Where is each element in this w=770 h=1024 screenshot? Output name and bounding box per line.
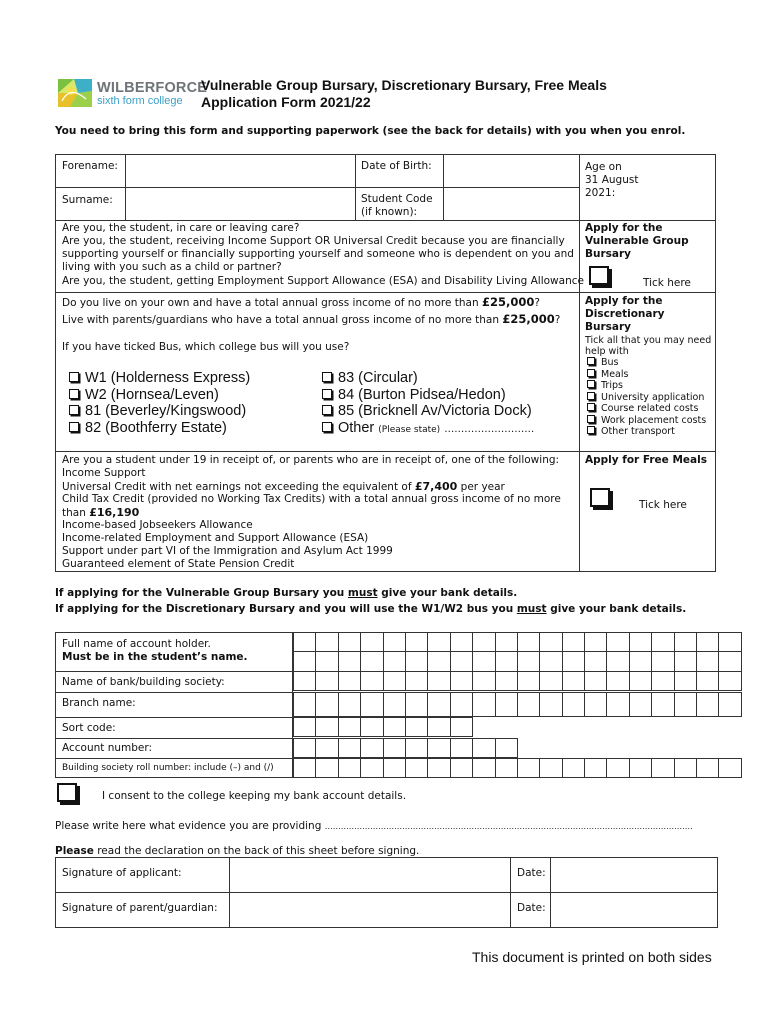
forename-label: Forename: <box>62 160 118 172</box>
vulnerable-apply-3: Bursary <box>585 248 632 260</box>
checkbox-icon[interactable] <box>322 372 332 382</box>
sort-code-label: Sort code: <box>62 722 116 734</box>
consent-checkbox[interactable] <box>57 783 77 802</box>
college-logo-icon <box>58 79 92 107</box>
discretionary-q2 <box>62 313 560 327</box>
checkbox-icon[interactable] <box>69 372 79 382</box>
vulnerable-checkbox[interactable] <box>589 266 609 285</box>
applicant-signature-label: Signature of applicant: <box>62 867 182 879</box>
intro-text: You need to bring this form and supporting paperwork (see the back for details) with you when you enrol. <box>55 125 686 137</box>
bus-option-label: W2 (Hornsea/Leven) <box>85 386 219 403</box>
bus-option-label: 82 (Boothferry Estate) <box>85 419 227 436</box>
free-meals-l2 <box>62 480 505 494</box>
checkbox-icon[interactable] <box>322 389 332 399</box>
applicant-date-field[interactable] <box>552 859 716 890</box>
vulnerable-q2b: supporting yourself or financially supporting yourself and someone who is dependent on you and <box>62 248 574 260</box>
bus-list-right <box>322 370 534 438</box>
free-meals-l4-amount: £16,190 <box>89 506 140 519</box>
logo-name: WILBERFORCE <box>97 80 208 96</box>
roll-number-grid[interactable] <box>293 758 742 778</box>
applicant-date-label: Date: <box>517 867 546 879</box>
student-code-field[interactable] <box>445 189 577 219</box>
surname-label: Surname: <box>62 194 113 206</box>
bank-notice-1 <box>55 587 517 600</box>
page-subtitle: Application Form 2021/22 <box>201 94 371 110</box>
free-meals-l4 <box>62 506 139 520</box>
discretionary-q1-pre: Do you live on your own and have a total annual gross income of no more than <box>62 297 482 309</box>
roll-number-label: Building society roll number: include (–) and (/) <box>62 763 274 773</box>
bus-option-82[interactable] <box>69 420 250 437</box>
parent-date-label: Date: <box>517 902 546 914</box>
checkbox-icon[interactable] <box>587 415 595 423</box>
dob-label: Date of Birth: <box>361 160 432 172</box>
footer-note: This document is printed on both sides <box>472 949 712 965</box>
free-meals-l6: Income-related Employment and Support Allowance (ESA) <box>62 532 369 544</box>
bank-notice-1-pre: If applying for the Vulnerable Group Bursary you <box>55 587 348 599</box>
forename-field[interactable] <box>127 156 353 186</box>
age-field[interactable] <box>640 182 714 218</box>
bus-option-other[interactable] <box>322 420 534 439</box>
option-bus[interactable] <box>587 357 706 369</box>
holder-name-grid[interactable] <box>293 632 742 672</box>
bank-notice-2 <box>55 603 686 616</box>
account-number-label: Account number: <box>62 742 153 754</box>
tick-all-text-1: Tick all that you may need <box>585 335 712 346</box>
checkbox-icon[interactable] <box>587 426 595 434</box>
discretionary-q1-post: ? <box>534 297 540 309</box>
bus-option-label: Other <box>338 419 375 436</box>
bus-list-left <box>69 370 250 436</box>
bus-option-85[interactable] <box>322 403 534 420</box>
bus-option-w1[interactable] <box>69 370 250 387</box>
logo-subtitle: sixth form college <box>97 95 183 107</box>
checkbox-icon[interactable] <box>322 405 332 415</box>
free-meals-l8: Guaranteed element of State Pension Credit <box>62 558 295 570</box>
declaration-rest: read the declaration on the back of this sheet before signing. <box>93 845 420 857</box>
bank-notice-2-post: give your bank details. <box>546 603 687 615</box>
free-meals-l1: Income Support <box>62 467 146 479</box>
bus-option-label: 85 (Bricknell Av/Victoria Dock) <box>338 403 532 419</box>
branch-label: Branch name: <box>62 697 136 709</box>
free-meals-intro: Are you a student under 19 in receipt of, or parents who are in receipt of, one of the following: <box>62 454 560 466</box>
option-trips[interactable] <box>587 380 706 392</box>
option-course-costs[interactable] <box>587 403 706 415</box>
bank-notice-2-must: must <box>516 603 547 615</box>
vulnerable-apply-2: Vulnerable Group <box>585 235 689 247</box>
other-dots[interactable]: ……………………… <box>444 423 535 435</box>
checkbox-icon[interactable] <box>587 357 595 365</box>
evidence-field[interactable]: ………………………………………………………………………………………………………………………… <box>324 822 693 831</box>
bus-option-label: 84 (Burton Pidsea/Hedon) <box>338 386 506 403</box>
vulnerable-q2a: Are you, the student, receiving Income Support OR Universal Credit because you are financially <box>62 235 565 247</box>
checkbox-icon[interactable] <box>322 422 332 432</box>
checkbox-icon[interactable] <box>69 405 79 415</box>
dob-field[interactable] <box>445 156 577 186</box>
free-meals-apply: Apply for Free Meals <box>585 454 707 466</box>
bank-notice-1-must: must <box>347 587 378 599</box>
age-label-2: 31 August <box>585 174 639 186</box>
checkbox-icon[interactable] <box>587 380 595 388</box>
free-meals-l2-post: per year <box>457 481 505 493</box>
bank-notice-1-post: give your bank details. <box>377 587 518 599</box>
option-meals[interactable] <box>587 369 706 381</box>
page-title: Vulnerable Group Bursary, Discretionary Bursary, Free Meals <box>201 77 607 93</box>
bank-notice-2-pre: If applying for the Discretionary Bursary and you will use the W1/W2 bus you <box>55 603 517 615</box>
option-label: Meals <box>601 368 629 380</box>
free-meals-checkbox[interactable] <box>590 488 610 507</box>
bus-option-label: 81 (Beverley/Kingswood) <box>85 403 247 419</box>
other-note: (Please state) <box>378 424 441 435</box>
discretionary-q2-pre: Live with parents/guardians who have a total annual gross income of no more than <box>62 314 503 326</box>
discretionary-q2-post: ? <box>554 314 561 326</box>
discretionary-q1-amount: £25,000 <box>481 295 535 309</box>
age-label-3: 2021: <box>585 187 616 199</box>
option-label: Trips <box>601 380 623 391</box>
discretionary-options <box>587 357 706 438</box>
option-university[interactable] <box>587 392 706 404</box>
discretionary-apply-3: Bursary <box>585 321 632 333</box>
free-meals-l5: Income-based Jobseekers Allowance <box>62 519 253 531</box>
discretionary-apply-2: Discretionary <box>585 308 665 320</box>
free-meals-l7: Support under part VI of the Immigration and Asylum Act 1999 <box>62 545 393 557</box>
bus-option-label: W1 (Holderness Express) <box>85 370 251 386</box>
free-meals-tick-here: Tick here <box>639 499 687 511</box>
option-other-transport[interactable] <box>587 426 706 438</box>
student-code-label-1: Student Code <box>361 193 433 205</box>
society-name-grid[interactable] <box>293 671 742 691</box>
free-meals-l4-pre: than <box>62 507 90 519</box>
vulnerable-apply-1: Apply for the <box>585 222 663 234</box>
checkbox-icon[interactable] <box>69 422 79 432</box>
checkbox-icon[interactable] <box>587 369 595 377</box>
free-meals-l2-pre: Universal Credit with net earnings not exceeding the equivalent of <box>62 481 415 493</box>
discretionary-apply-1: Apply for the <box>585 295 663 307</box>
sort-code-grid[interactable] <box>293 717 473 737</box>
holder-label-1: Full name of account holder. <box>62 638 211 650</box>
vulnerable-tick-here: Tick here <box>643 277 691 289</box>
holder-label-2: Must be in the student’s name. <box>62 651 248 663</box>
option-work-placement[interactable] <box>587 415 706 427</box>
bus-question: If you have ticked Bus, which college bus will you use? <box>62 341 350 353</box>
vulnerable-q1: Are you, the student, in care or leaving care? <box>62 222 300 234</box>
option-label: University application <box>601 391 705 403</box>
bus-option-label: 83 (Circular) <box>338 370 418 386</box>
bus-option-81[interactable] <box>69 403 250 420</box>
free-meals-l2-amount: £7,400 <box>414 480 458 493</box>
discretionary-q1 <box>62 296 540 310</box>
branch-name-grid[interactable] <box>293 692 742 717</box>
applicant-signature-field[interactable] <box>231 859 508 890</box>
option-label: Work placement costs <box>601 414 707 426</box>
account-number-grid[interactable] <box>293 738 518 758</box>
age-label-1: Age on <box>585 161 622 173</box>
evidence-line <box>55 820 693 833</box>
vulnerable-q3: Are you, the student, getting Employment Support Allowance (ESA) and Disability Living Allowance <box>62 275 584 287</box>
discretionary-q2-amount: £25,000 <box>502 312 555 326</box>
option-label: Other transport <box>601 426 675 437</box>
bus-option-84[interactable] <box>322 387 534 404</box>
student-code-label-2: (if known): <box>361 206 418 218</box>
option-label: Course related costs <box>601 403 699 414</box>
checkbox-icon[interactable] <box>587 392 595 400</box>
parent-signature-label: Signature of parent/guardian: <box>62 902 218 914</box>
consent-text: I consent to the college keeping my bank account details. <box>102 790 407 802</box>
option-label: Bus <box>601 357 619 368</box>
society-label: Name of bank/building society: <box>62 676 225 688</box>
parent-signature-field[interactable] <box>231 894 508 926</box>
bus-option-83[interactable] <box>322 370 534 387</box>
evidence-label: Please write here what evidence you are providing <box>55 820 322 832</box>
vulnerable-q2c: living with you such as a child or partner? <box>62 261 282 273</box>
tick-all-text-2: help with <box>585 346 629 357</box>
bus-option-w2[interactable] <box>69 387 250 404</box>
checkbox-icon[interactable] <box>69 389 79 399</box>
free-meals-l3: Child Tax Credit (provided no Working Tax Credits) with a total annual gross income of no more <box>62 493 561 505</box>
checkbox-icon[interactable] <box>587 403 595 411</box>
parent-date-field[interactable] <box>552 894 716 926</box>
surname-field[interactable] <box>127 189 353 219</box>
declaration-bold: Please <box>55 845 94 857</box>
